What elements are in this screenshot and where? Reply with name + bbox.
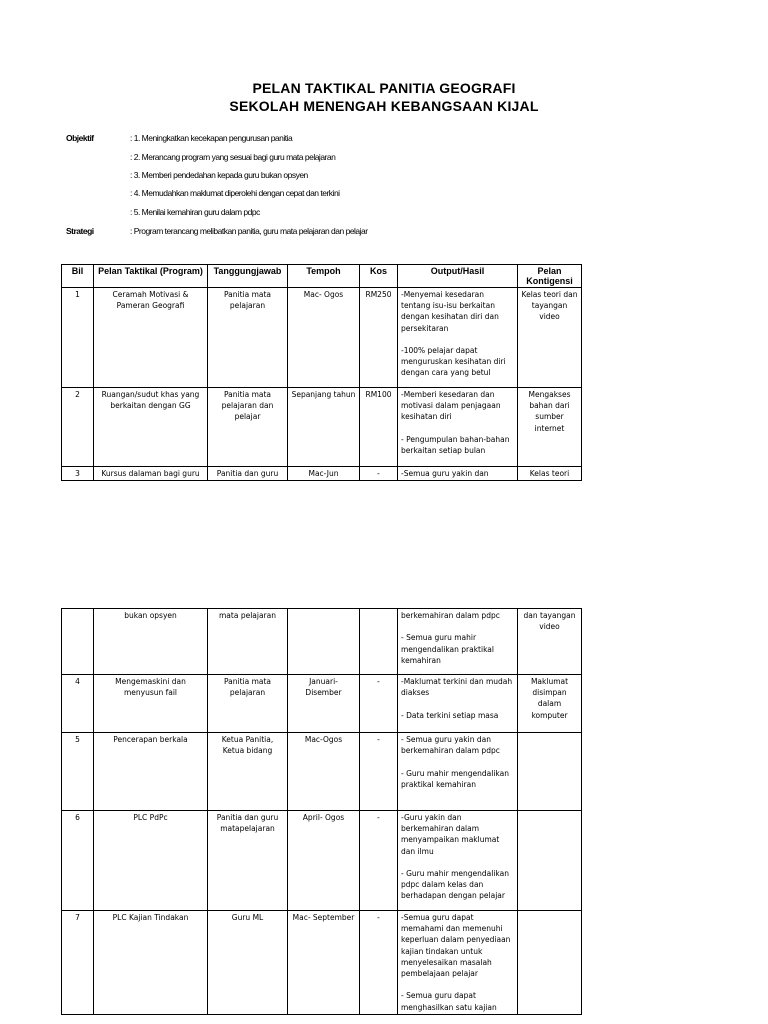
strategi-text: : Program terancang melibatkan panitia, guru mata pelajaran dan pelajar [130,226,368,236]
cell-bil: 2 [62,388,94,467]
header-tanggungjawab: Tanggungjawab [208,265,288,288]
cell-bil: 1 [62,288,94,388]
cell-bil: 4 [62,675,94,733]
objektif-item: : 1. Meningkatkan kecekapan pengurusan panitia [130,133,293,143]
cell-bil: 6 [62,811,94,911]
cell-tanggungjawab: Panitia dan guru matapelajaran [208,811,288,911]
document-title: PELAN TAKTIKAL PANITIA GEOGRAFI [252,80,516,96]
cell-kos [360,609,398,675]
cell-tanggungjawab: Panitia dan guru [208,467,288,481]
cell-tempoh: Mac- September [288,911,360,1015]
cell-kos: RM250 [360,288,398,388]
cell-kontingensi: Maklumat disimpan dalam komputer [518,675,582,733]
cell-output: berkemahiran dalam pdpc - Semua guru mahir mengendalikan praktikal kemahiran [398,609,518,675]
cell-bil: 3 [62,467,94,481]
cell-bil: 7 [62,911,94,1015]
strategi-label: Strategi [66,226,94,236]
cell-pelan: PLC PdPc [94,811,208,911]
cell-output: -Menyemai kesedaran tentang isu-isu berkaitan dengan kesihatan diri dan persekitaran -100% pelajar dapat menguruskan kesihatan diri dengan cara yang betul [398,288,518,388]
cell-output: -Semua guru dapat memahami dan memenuhi keperluan dalam penyediaan kajian tindakan untuk menyelesaikan masalah pembelajaan pelajar - Semua guru dapat menghasilkan satu kajian [398,911,518,1015]
header-output: Output/Hasil [398,265,518,288]
cell-tempoh: Mac- Ogos [288,288,360,388]
cell-kontingensi [518,911,582,1015]
cell-kontingensi: Kelas teori [518,467,582,481]
plan-table-page1 [61,264,582,481]
header-pelan: Pelan Taktikal (Program) [94,265,208,288]
header-bil: Bil [62,265,94,288]
table-row [62,675,582,733]
cell-bil [62,609,94,675]
cell-kontingensi [518,811,582,911]
objektif-item: : 3. Memberi pendedahan kepada guru bukan opsyen [130,170,308,180]
cell-kos: - [360,811,398,911]
cell-tempoh: Januari- Disember [288,675,360,733]
objektif-label: Objektif [66,133,94,143]
objektif-item: : 4. Memudahkan maklumat diperolehi dengan cepat dan terkini [130,188,340,198]
cell-tempoh: April- Ogos [288,811,360,911]
cell-pelan: Ceramah Motivasi & Pameran Geografi [94,288,208,388]
cell-output: -Guru yakin dan berkemahiran dalam menyampaikan maklumat dan ilmu - Guru mahir mengendalikan pdpc dalam kelas dan berhadapan dengan pelajar [398,811,518,911]
plan-table-page2 [61,608,582,1015]
header-tempoh: Tempoh [288,265,360,288]
cell-pelan: PLC Kajian Tindakan [94,911,208,1015]
cell-kos: - [360,675,398,733]
cell-tanggungjawab: Panitia mata pelajaran dan pelajar [208,388,288,467]
cell-tempoh: Sepanjang tahun [288,388,360,467]
cell-output: - Semua guru yakin dan berkemahiran dalam pdpc - Guru mahir mengendalikan praktikal kemahiran [398,733,518,811]
cell-kontingensi [518,733,582,811]
cell-kontingensi: Mengakses bahan dari sumber internet [518,388,582,467]
cell-kontingensi: dan tayangan video [518,609,582,675]
table-row [62,288,582,388]
cell-pelan: Kursus dalaman bagi guru [94,467,208,481]
cell-pelan: Mengemaskini dan menyusun fail [94,675,208,733]
cell-tanggungjawab: Panitia mata pelajaran [208,675,288,733]
cell-kos: - [360,467,398,481]
header-kos: Kos [360,265,398,288]
cell-tanggungjawab: Guru ML [208,911,288,1015]
cell-output: -Semua guru yakin dan [398,467,518,481]
cell-kontingensi: Kelas teori dan tayangan video [518,288,582,388]
objektif-item: : 5. Menilai kemahiran guru dalam pdpc [130,207,260,217]
table-row [62,811,582,911]
cell-tempoh: Mac-Ogos [288,733,360,811]
table-row [62,609,582,675]
table-row [62,467,582,481]
cell-tempoh [288,609,360,675]
cell-pelan: bukan opsyen [94,609,208,675]
cell-kos: RM100 [360,388,398,467]
cell-kos: - [360,911,398,1015]
cell-pelan: Pencerapan berkala [94,733,208,811]
cell-output: -Maklumat terkini dan mudah diakses - Data terkini setiap masa [398,675,518,733]
cell-tanggungjawab: mata pelajaran [208,609,288,675]
table-header-row [62,265,582,288]
cell-kos: - [360,733,398,811]
cell-pelan: Ruangan/sudut khas yang berkaitan dengan GG [94,388,208,467]
cell-tanggungjawab: Ketua Panitia, Ketua bidang [208,733,288,811]
cell-tempoh: Mac-Jun [288,467,360,481]
header-kontingensi: Pelan Kontigensi [518,265,582,288]
table-row [62,733,582,811]
table-row [62,911,582,1015]
cell-bil: 5 [62,733,94,811]
document-subtitle: SEKOLAH MENENGAH KEBANGSAAN KIJAL [229,98,539,114]
cell-output: -Memberi kesedaran dan motivasi dalam penjagaan kesihatan diri - Pengumpulan bahan-bahan berkaitan setiap bulan [398,388,518,467]
table-row [62,388,582,467]
cell-tanggungjawab: Panitia mata pelajaran [208,288,288,388]
objektif-item: : 2. Merancang program yang sesuai bagi guru mata pelajaran [130,152,336,162]
